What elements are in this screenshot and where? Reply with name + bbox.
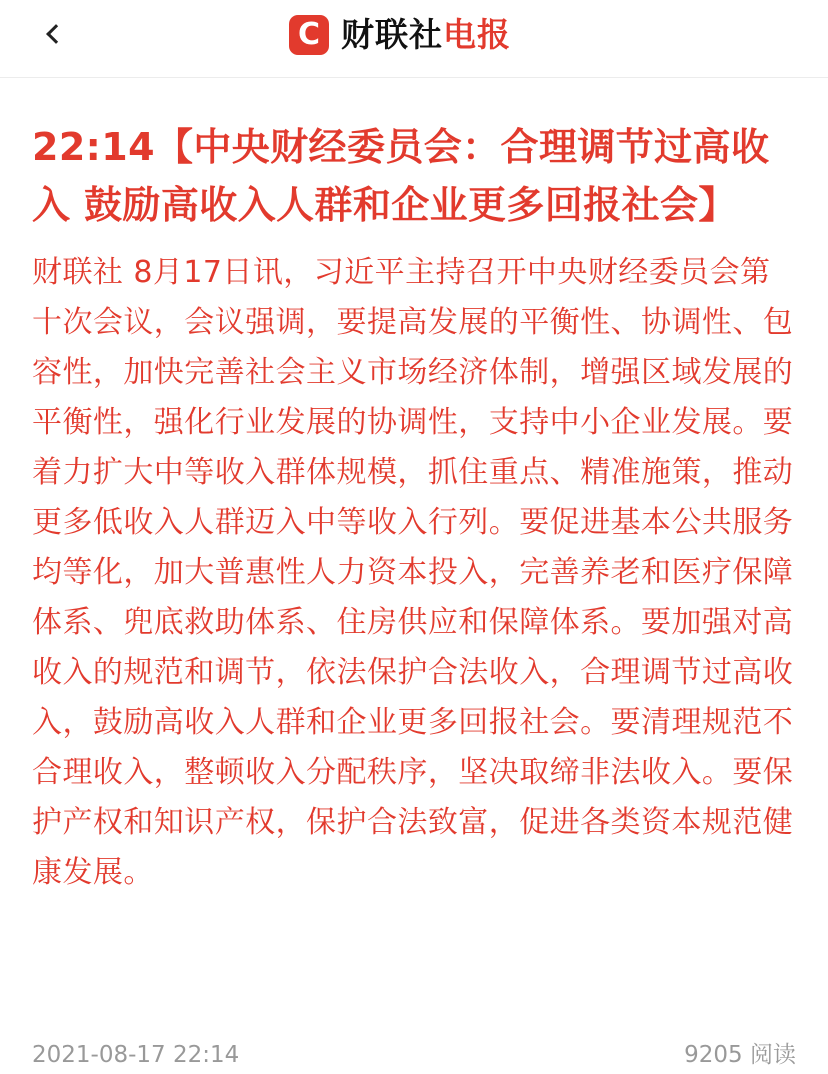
read-count: 9205 阅读 (684, 1042, 796, 1068)
brand-mark-icon: C (289, 15, 329, 55)
chevron-left-icon (46, 24, 66, 44)
back-button[interactable] (36, 14, 70, 54)
brand-title (341, 15, 511, 55)
article-headline: 22:14【中央财经委员会：合理调节过高收入 鼓励高收入人群和企业更多回报社会】 (32, 125, 770, 227)
article-timestamp: 2021-08-17 22:14 (32, 1042, 240, 1068)
article-content (32, 118, 798, 898)
article-body: 财联社 8月17日讯，习近平主持召开中央财经委员会第十次会议，会议强调，要提高发展的平衡性、协调性、包容性，加快完善社会主义市场经济体制，增强区域发展的平衡性，强化行业发展的协调性，支持中小企业发展。要着力扩大中等收入群体规模，抓住重点、精准施策，推动更多低收入人群迈入中等收入行列。要促进基本公共服务均等化，加大普惠性人力资本投入，完善养老和医疗保障体系、兜底救助体系、住房供应和保障体系。要加强对高收入的规范和调节，依法保护合法收入，合理调节过高收入，鼓励高收入人群和企业更多回报社会。要清理规范不合理收入，整顿收入分配秩序，坚决取缔非法收入。要保护产权和知识产权，保护合法致富，促进各类资本规范健康发展。 (32, 255, 794, 890)
brand-logo (289, 12, 511, 57)
top-navigation-bar (0, 0, 828, 78)
article-meta (32, 1040, 796, 1070)
brand-prefix: 财联社 (341, 14, 443, 54)
brand-suffix: 电报 (443, 14, 511, 54)
